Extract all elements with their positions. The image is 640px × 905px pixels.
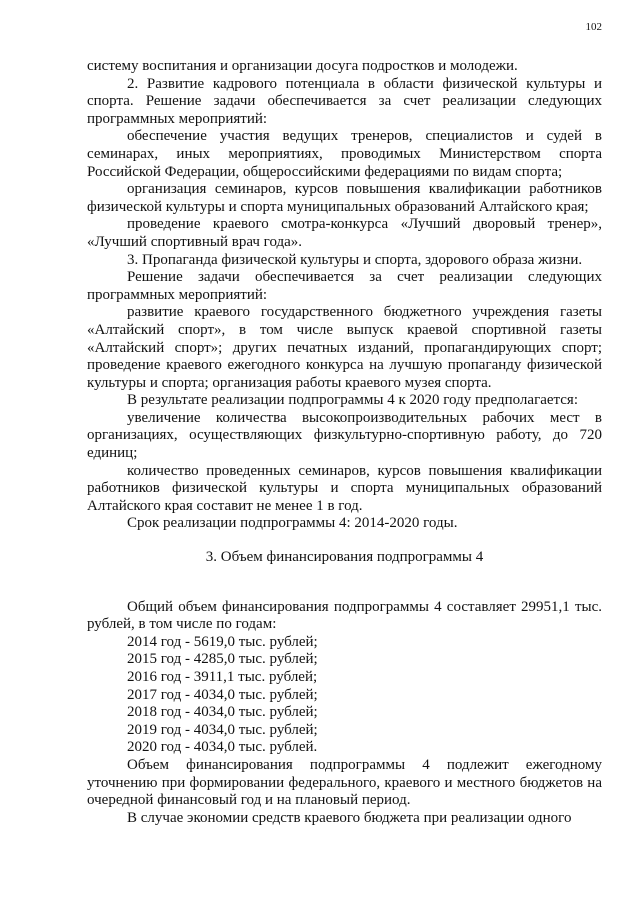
funding-year-line: 2017 год - 4034,0 тыс. рублей; (127, 686, 318, 703)
funding-year-line: 2018 год - 4034,0 тыс. рублей; (127, 704, 318, 721)
funding-intro: Общий объем финансирования подпрограммы 4 составляет 29951,1 тыс. рублей, в том числе по годам: (87, 598, 602, 633)
paragraph: обеспечение участия ведущих тренеров, специалистов и судей в семинарах, иных мероприятиях, проводимых Министерством спорта Российской Федерации, общероссийскими федерациями по видам спорта; (87, 128, 602, 180)
paragraph: проведение краевого смотра-конкурса «Лучший дворовый тренер», «Лучший спортивный врач года». (87, 216, 602, 250)
paragraph: развитие краевого государственного бюджетного учреждения газеты «Алтайский спорт», в том числе выпуск краевой спортивной газеты «Алтайский спорт»; других печатных изданий, пропагандирующих спорт; проведение краевого ежегодного конкурса на лучшую пропаганду физической культуры и спорта; организация работы краевого музея спорта. (87, 304, 602, 391)
section-heading: 3. Объем финансирования подпрограммы 4 (205, 549, 484, 566)
paragraph: организация семинаров, курсов повышения квалификации работников физической культуры и спорта муниципальных образований Алтайского края; (87, 181, 602, 215)
funding-year-line: 2019 год - 4034,0 тыс. рублей; (127, 721, 318, 738)
paragraph: Срок реализации подпрограммы 4: 2014-2020 годы. (127, 515, 458, 532)
funding-year-line: 2020 год - 4034,0 тыс. рублей. (127, 739, 318, 756)
paragraph: увеличение количества высокопроизводительных рабочих мест в организациях, осуществляющих физкультурно-спортивную работу, до 720 единиц; (87, 409, 602, 462)
paragraph: 3. Пропаганда физической культуры и спорта, здорового образа жизни. (127, 251, 583, 268)
body-text-before-heading (87, 58, 602, 533)
paragraph: количество проведенных семинаров, курсов повышения квалификации работников физической культуры и спорта муниципальных образований Алтайского края составит не менее 1 в год. (87, 462, 602, 514)
paragraph: В результате реализации подпрограммы 4 к 2020 году предполагается: (127, 392, 578, 409)
paragraph: Решение задачи обеспечивается за счет реализации следующих программных мероприятий: (87, 269, 602, 303)
paragraph: В случае экономии средств краевого бюджета при реализации одного (127, 809, 572, 826)
paragraph: систему воспитания и организации досуга подростков и молодежи. (87, 58, 518, 74)
funding-year-line: 2014 год - 5619,0 тыс. рублей; (127, 633, 318, 650)
funding-section (87, 599, 602, 828)
funding-year-line: 2016 год - 3911,1 тыс. рублей; (127, 669, 318, 685)
paragraph: 2. Развитие кадрового потенциала в области физической культуры и спорта. Решение задачи обеспечивается за счет реализации следующих программных мероприятий: (87, 75, 602, 127)
paragraph: Объем финансирования подпрограммы 4 подлежит ежегодному уточнению при формировании федерального, краевого и местного бюджетов на очередной финансовый год и на плановый период. (87, 756, 602, 809)
funding-year-line: 2015 год - 4285,0 тыс. рублей; (127, 651, 318, 668)
page-number: 102 (585, 21, 602, 33)
